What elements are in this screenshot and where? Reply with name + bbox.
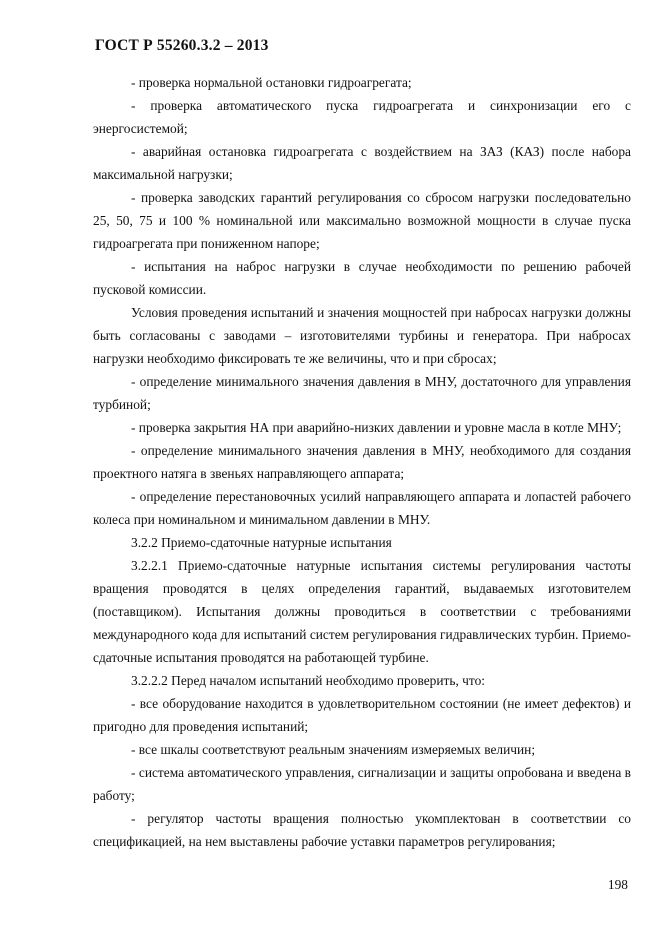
paragraph-equipment-condition: - все оборудование находится в удовлетворительном состоянии (не имеет дефектов) и пригодно для проведения испытаний; <box>93 696 631 734</box>
page-number: 198 <box>607 877 628 892</box>
paragraph-min-pressure-control: - определение минимального значения давления в МНУ, достаточного для управления турбиной; <box>93 374 631 412</box>
paragraph-normal-stop: - проверка нормальной остановки гидроагрегата; <box>131 75 412 90</box>
paragraph-control-system: - система автоматического управления, сигнализации и защиты опробована и введена в работу; <box>93 765 631 803</box>
section-heading-3-2-2: 3.2.2 Приемо-сдаточные натурные испытания <box>131 535 392 550</box>
paragraph-auto-start-sync: - проверка автоматического пуска гидроагрегата и синхронизации его с энергосистемой; <box>93 98 631 136</box>
paragraph-min-pressure-preload: - определение минимального значения давления в МНУ, необходимого для создания проектного натяга в звеньях направляющего аппарата; <box>93 443 631 481</box>
paragraph-load-acceptance: - испытания на наброс нагрузки в случае необходимости по решению рабочей пусковой комиссии. <box>93 259 631 297</box>
paragraph-governor: - регулятор частоты вращения полностью укомплектован в соответствии со спецификацией, на нем выставлены рабочие уставки параметров регулирования; <box>93 811 631 849</box>
paragraph-guide-vane-closure: - проверка закрытия НА при аварийно-низких давлении и уровне масла в котле МНУ; <box>131 420 622 435</box>
paragraph-emergency-stop: - аварийная остановка гидроагрегата с воздействием на ЗАЗ (КАЗ) после набора максимальной нагрузки; <box>93 144 631 182</box>
paragraph-3-2-2-1: 3.2.2.1 Приемо-сдаточные натурные испытания системы регулирования частоты вращения проводятся в целях определения гарантий, выдаваемых изготовителем (поставщиком). Испытания должны проводиться в соответствии с требованиями международного кода для испытаний систем регулирования гидравлических турбин. Приемо-сдаточные испытания проводятся на работающей турбине. <box>93 558 631 665</box>
paragraph-test-conditions: Условия проведения испытаний и значения мощностей при набросах нагрузки должны быть согласованы с заводами – изготовителями турбины и генератора. При набросах нагрузки необходимо фиксировать те же величины, что и при сбросах; <box>93 305 631 366</box>
document-header: ГОСТ Р 55260.3.2 – 2013 <box>95 37 269 54</box>
paragraph-servo-forces: - определение перестановочных усилий направляющего аппарата и лопастей рабочего колеса при номинальном и минимальном давлении в МНУ. <box>93 489 631 527</box>
paragraph-scales: - все шкалы соответствуют реальным значениям измеряемых величин; <box>131 742 536 757</box>
paragraph-3-2-2-2: 3.2.2.2 Перед началом испытаний необходимо проверить, что: <box>131 673 485 688</box>
paragraph-load-rejection: - проверка заводских гарантий регулирования со сбросом нагрузки последовательно 25, 50, 75 и 100 % номинальной или максимально возможной мощности в случае пуска гидроагрегата при пониженном напоре; <box>93 190 631 251</box>
document-body <box>93 71 631 853</box>
